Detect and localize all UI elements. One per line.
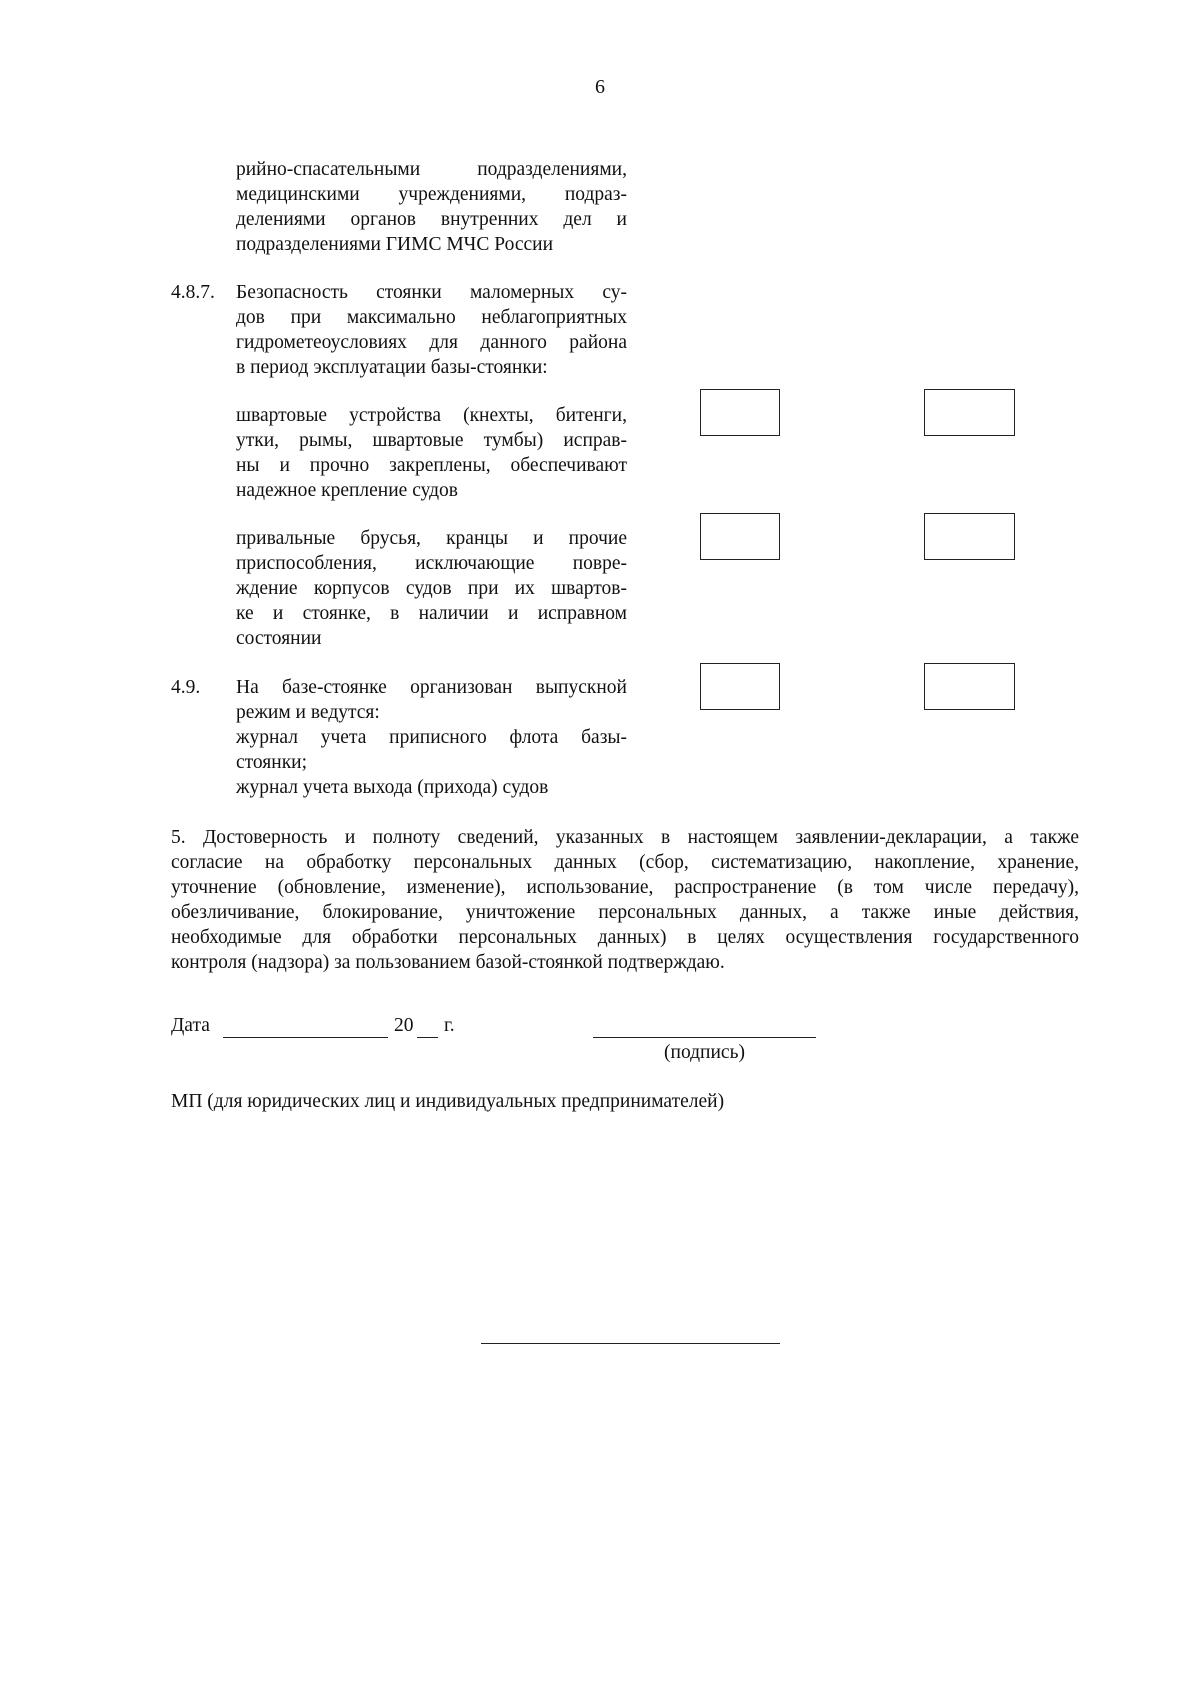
item-4-8-7-text [236,280,627,380]
text-line: обезличивание, блокирование, уничтожение персональных данных, а также иные действия, [171,902,1079,923]
checkbox-moorings-no[interactable] [924,389,1015,436]
text-line: ке и стоянке, в наличии и исправном [236,603,627,624]
text-line: состоянии [236,628,322,649]
text-line: стоянки; [236,752,308,773]
text-line: На базе-стоянке организован выпускной [236,677,627,698]
text-line: швартовые устройства (кнехты, битенги, [236,405,627,426]
date-label: Дата [171,1015,210,1036]
text-line: в период эксплуатации базы-стоянки: [236,357,548,378]
text-line: подразделениями ГИМС МЧС России [236,234,553,255]
date-input-line[interactable] [223,1037,388,1038]
text-line: надежное крепление судов [236,480,458,501]
closing-rule [481,1343,780,1344]
stamp-note: МП (для юридических лиц и индивидуальных предпринимателей) [171,1091,725,1112]
text-line: журнал учета приписного флота базы- [236,727,627,748]
text-line: гидрометеоусловиях для данного района [236,332,627,353]
text-line: необходимые для обработки персональных данных) в целях осуществления государственного [171,927,1079,948]
year-prefix: 20 [394,1015,414,1036]
fenders-paragraph [236,526,627,651]
declaration-paragraph [171,825,1079,975]
year-input-line[interactable] [417,1037,438,1038]
text-line: ждение корпусов судов при их швартов- [236,578,627,599]
text-line: рийно-спасательными подразделениями, [236,159,627,180]
continuation-paragraph [236,157,627,257]
text-line: согласие на обработку персональных данных (сбор, систематизацию, накопление, хранение, [171,852,1079,873]
item-4-9-text [236,675,627,800]
text-line: привальные брусья, кранцы и прочие [236,528,627,549]
moorings-paragraph [236,403,627,503]
signature-line[interactable] [593,1037,816,1038]
checkbox-access-no[interactable] [924,663,1015,710]
text-line: контроля (надзора) за пользованием базой-стоянкой подтверждаю. [171,952,725,973]
item-number-4-8-7: 4.8.7. [171,282,215,303]
year-suffix: г. [444,1015,455,1036]
item-number-4-9: 4.9. [171,677,201,698]
text-line: медицинскими учреждениями, подраз- [236,184,627,205]
checkbox-access-yes[interactable] [700,663,780,710]
text-line: Безопасность стоянки маломерных су- [236,282,627,303]
page-number: 6 [595,76,605,98]
text-line: приспособления, исключающие повре- [236,553,627,574]
text-line: утки, рымы, швартовые тумбы) исправ- [236,430,627,451]
checkbox-moorings-yes[interactable] [700,389,780,436]
text-line: ны и прочно закреплены, обеспечивают [236,455,627,476]
checkbox-fenders-no[interactable] [924,513,1015,560]
checkbox-fenders-yes[interactable] [700,513,780,560]
text-line: уточнение (обновление, изменение), использование, распространение (в том числе передачу), [171,877,1079,898]
text-line: делениями органов внутренних дел и [236,209,627,230]
text-line: режим и ведутся: [236,702,380,723]
signature-caption: (подпись) [664,1042,745,1063]
text-line: дов при максимально неблагоприятных [236,307,627,328]
text-line: журнал учета выхода (прихода) судов [236,777,549,798]
text-line: 5. Достоверность и полноту сведений, указанных в настоящем заявлении-декларации, а также [171,827,1079,848]
